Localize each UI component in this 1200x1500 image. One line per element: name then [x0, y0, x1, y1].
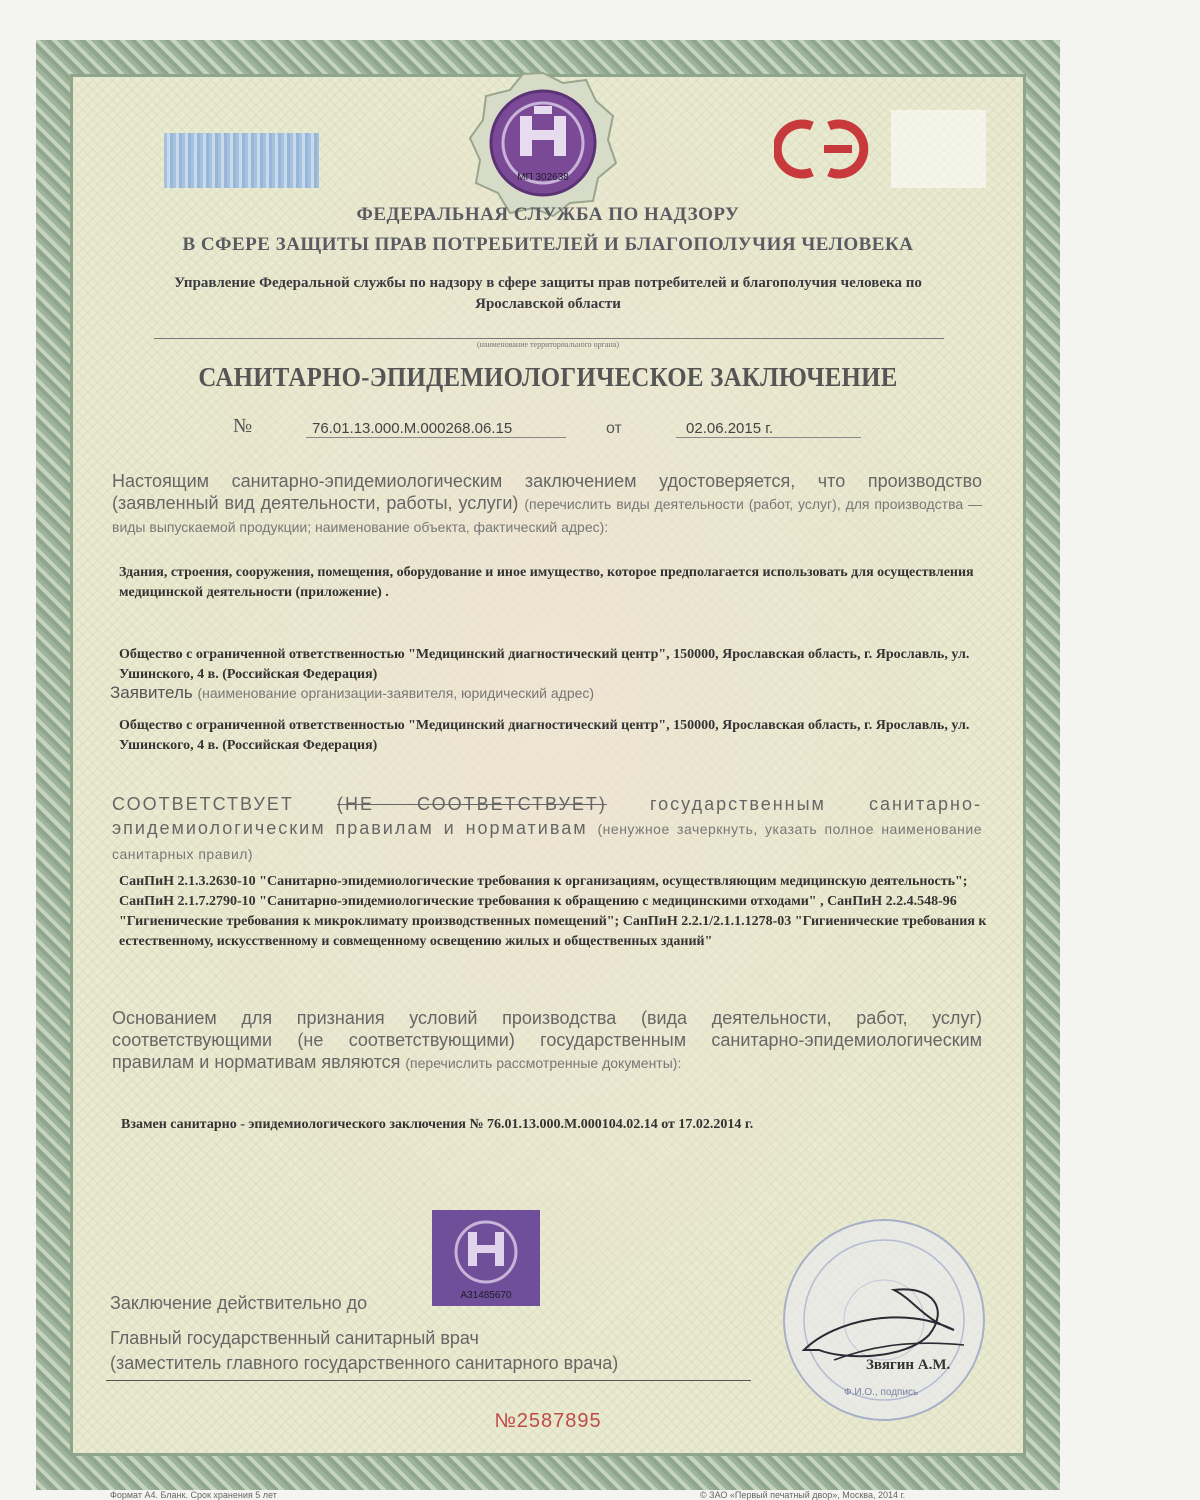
org-caption: (наименование территориального органа)	[477, 340, 619, 349]
number-sign: №	[233, 415, 253, 437]
certificate-sheet	[36, 40, 1060, 1490]
activity-value: Здания, строения, сооружения, помещения, оборудование и иное имущество, которое предполагается использовать для осуществления медицинской деятельности (приложение) .	[119, 565, 974, 600]
hologram-bottom-code: А31485670	[460, 1290, 512, 1301]
conformity-hint: (ненужное зачеркнуть, указать полное наименование санитарных правил)	[112, 821, 982, 862]
rospotrebnadzor-emblem-icon	[468, 68, 618, 218]
signature-rule	[106, 1380, 751, 1381]
applicant-label-row	[110, 683, 594, 703]
format-note: Формат А4. Бланк. Срок хранения 5 лет	[110, 1490, 277, 1500]
seal-caption: Ф.И.О., подпись	[844, 1387, 919, 1398]
org-rule	[154, 338, 944, 339]
official-seal-stamp-icon	[774, 1210, 994, 1430]
intro-paragraph	[112, 470, 982, 538]
issue-date: 02.06.2015 г.	[686, 420, 774, 437]
not-conforms-struck-text: (НЕ СООТВЕТСТВУЕТ)	[336, 794, 607, 814]
conforms-text: СООТВЕТСТВУЕТ	[112, 794, 294, 814]
date-from-label: от	[606, 420, 622, 437]
signer-name: Звягин А.М.	[866, 1357, 951, 1373]
number-rule	[306, 437, 566, 438]
object-organization: Общество с ограниченной ответственностью "Медицинский диагностический центр", 150000, Ярославская область, г. Ярославль, ул. Ушинского, 4 в. (Российская Федерация)	[119, 647, 970, 682]
document-title: САНИТАРНО-ЭПИДЕМИОЛОГИЧЕСКОЕ ЗАКЛЮЧЕНИЕ	[198, 362, 898, 392]
conformity-rest-text: государственным санитарно-эпидемиологическим правилам и нормативам	[112, 794, 982, 838]
applicant-value: Общество с ограниченной ответственностью "Медицинский диагностический центр", 150000, Ярославская область, г. Ярославль, ул. Ушинского, 4 в. (Российская Федерация)	[119, 718, 970, 753]
valid-until-label: Заключение действительно до	[110, 1293, 368, 1313]
intro-main-text: Настоящим санитарно-эпидемиологическим заключением удостоверяется, что производство (заявленный вид деятельности, работы, услуги)	[112, 471, 982, 513]
watermark-box	[891, 110, 986, 188]
applicant-hint: (наименование организации-заявителя, юридический адрес)	[197, 685, 595, 701]
basis-main-text: Основанием для признания условий производства (вида деятельности, работ, услуг) соответствующими (не соответствующими) государственным санитарно-эпидемиологическим правилам и нормативам являются	[112, 1008, 982, 1072]
deputy-doctor-title: (заместитель главного государственного санитарного врача)	[110, 1353, 619, 1373]
certificate-number: 76.01.13.000.М.000268.06.15	[312, 420, 513, 437]
hologram-top-code: МП 302638	[517, 172, 569, 183]
department-line-1: Управление Федеральной службы по надзору в сфере защиты прав потребителей и благополучия человека по	[174, 275, 922, 291]
basis-hint-text: (перечислить рассмотренные документы):	[405, 1055, 682, 1071]
date-rule	[676, 437, 861, 438]
agency-line-2: В СФЕРЕ ЗАЩИТЫ ПРАВ ПОТРЕБИТЕЛЕЙ И БЛАГОПОЛУЧИЯ ЧЕЛОВЕКА	[182, 234, 914, 255]
se-mark-logo-icon	[774, 114, 874, 184]
form-serial-number: №2587895	[494, 1410, 602, 1432]
hologram-sticker-icon	[432, 1210, 540, 1306]
printer-note: © ЗАО «Первый печатный двор», Москва, 2014 г.	[700, 1490, 906, 1500]
sanitary-norms-list: СанПиН 2.1.3.2630-10 "Санитарно-эпидемиологические требования к организациям, осуществляющим медицинскую деятельность"; СанПиН 2.1.7.2790-10 "Санитарно-эпидемиологические требования к обращению с медицинскими отходами" , СанПиН 2.2.4.548-96 "Гигиенические требования к микроклимату производственных помещений"; СанПиН 2.2.1/2.1.1.1278-03 "Гигиенические требования к естественному, искусственному и совмещенному освещению жилых и общественных зданий"	[119, 874, 987, 949]
intro-hint-text: (перечислить виды деятельности (работ, услуг), для производства — виды выпускаемой продукции; наименование объекта, фактический адрес):	[112, 496, 982, 535]
security-strip-hologram	[164, 133, 319, 188]
applicant-label: Заявитель	[110, 683, 193, 702]
agency-line-1: ФЕДЕРАЛЬНАЯ СЛУЖБА ПО НАДЗОРУ	[356, 204, 740, 225]
department-line-2: Ярославской области	[475, 296, 621, 312]
basis-paragraph	[112, 1007, 982, 1074]
chief-doctor-title: Главный государственный санитарный врач	[110, 1328, 479, 1348]
conformity-paragraph	[112, 792, 982, 866]
replacement-note: Взамен санитарно - эпидемиологического заключения № 76.01.13.000.М.000104.02.14 от 17.02.2014 г.	[121, 1117, 754, 1132]
